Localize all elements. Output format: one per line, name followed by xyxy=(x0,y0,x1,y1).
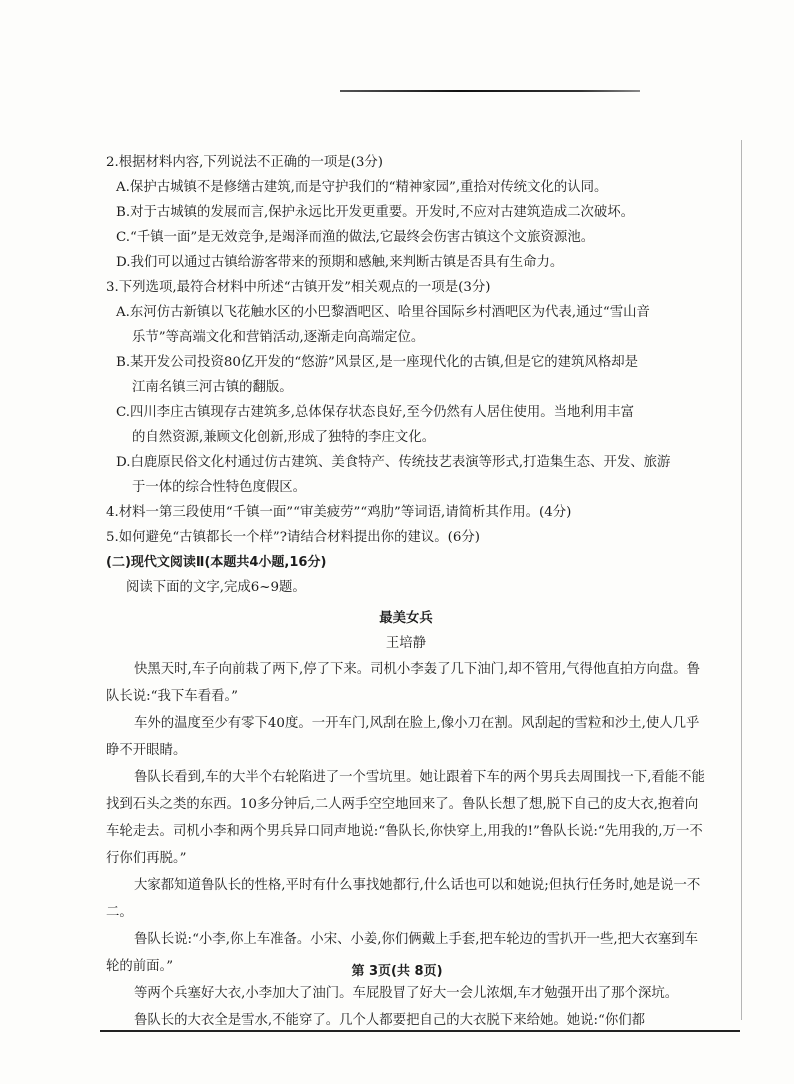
q3-option-d-cont: 于一体的综合性特色度假区。 xyxy=(132,480,307,495)
question-4: 4.材料一第三段使用“千镇一面”“审美疲劳”“鸡肋”等词语,请简析其作用。(4分) xyxy=(106,505,572,520)
q3-option-a: A.东河仿古新镇以飞花触水区的小巴黎酒吧区、哈里谷国际乡村酒吧区为代表,通过“雪山音 xyxy=(116,305,650,320)
q3-option-c-cont: 的自然资源,兼顾文化创新,形成了独特的李庄文化。 xyxy=(132,430,436,445)
section-heading: (二)现代文阅读Ⅱ(本题共4小题,16分) xyxy=(106,555,327,570)
story-author: 王培静 xyxy=(385,636,427,651)
question-5: 5.如何避免“古镇都长一个样”?请结合材料提出你的建议。(6分) xyxy=(106,530,480,545)
q3-option-b: B.某开发公司投资80亿开发的“悠游”风景区,是一座现代化的古镇,但是它的建筑风格却是 xyxy=(116,355,639,370)
question-3-stem: 3.下列选项,最符合材料中所述“古镇开发”相关观点的一项是(3分) xyxy=(106,280,491,295)
story-paragraph: 车外的温度至少有零下40度。一开车门,风刮在脸上,像小刀在割。风刮起的雪粒和沙土,使人几乎睁不开眼睛。 xyxy=(106,716,700,758)
question-2-stem: 2.根据材料内容,下列说法不正确的一项是(3分) xyxy=(106,155,384,170)
reading-instruction: 阅读下面的文字,完成6~9题。 xyxy=(126,580,306,595)
q2-option-b: B.对于古城镇的发展而言,保护永远比开发更重要。开发时,不应对古建筑造成二次破坏。 xyxy=(116,205,635,220)
q3-option-d: D.白鹿原民俗文化村通过仿古建筑、美食特产、传统技艺表演等形式,打造集生态、开发、旅游 xyxy=(116,455,671,470)
footer-rule xyxy=(100,1030,740,1032)
story-paragraph: 鲁队长看到,车的大半个右轮陷进了一个雪坑里。她让跟着下车的两个男兵去周围找一下,看能不能找到石头之类的东西。10多分钟后,二人两手空空地回来了。鲁队长想了想,脱下自己的皮大衣,抱着向车轮走去。司机小李和两个男兵异口同声地说:“鲁队长,你快穿上,用我的!”鲁队长说:“先用我的,万一不行你们再脱。” xyxy=(106,770,705,866)
q3-option-a-cont: 乐节”等高端文化和营销活动,逐渐走向高端定位。 xyxy=(132,330,425,345)
story-paragraph: 鲁队长的大衣全是雪水,不能穿了。几个人都要把自己的大衣脱下来给她。她说:“你们都 xyxy=(134,1013,646,1028)
story-paragraph: 鲁队长说:“小李,你上车准备。小宋、小姜,你们俩戴上手套,把车轮边的雪扒开一些,把大衣塞到车轮的前面。” xyxy=(106,932,699,974)
page-edge-line xyxy=(741,140,742,1020)
page-number: 第 3页(共 8页) xyxy=(351,964,443,979)
q2-option-d: D.我们可以通过古镇给游客带来的预期和感触,来判断古镇是否具有生命力。 xyxy=(116,255,564,270)
story-paragraph: 等两个兵塞好大衣,小李加大了油门。车屁股冒了好大一会儿浓烟,车才勉强开出了那个深坑。 xyxy=(134,986,679,1001)
q2-option-c: C.“千镇一面”是无效竞争,是竭泽而渔的做法,它最终会伤害古镇这个文旅资源池。 xyxy=(116,230,595,245)
exam-content xyxy=(106,150,706,1034)
q3-option-c: C.四川李庄古镇现存古建筑多,总体保存状态良好,至今仍然有人居住使用。当地利用丰富 xyxy=(116,405,634,420)
story-paragraph: 快黑天时,车子向前栽了两下,停了下来。司机小李轰了几下油门,却不管用,气得他直拍方向盘。鲁队长说:“我下车看看。” xyxy=(106,662,701,704)
story-title: 最美女兵 xyxy=(379,611,433,626)
q3-option-b-cont: 江南名镇三河古镇的翻版。 xyxy=(132,380,293,395)
story-paragraph: 大家都知道鲁队长的性格,平时有什么事找她都行,什么话也可以和她说;但执行任务时,她是说一不二。 xyxy=(106,878,701,920)
q2-option-a: A.保护古城镇不是修缮古建筑,而是守护我们的“精神家园”,重拾对传统文化的认同。 xyxy=(116,180,608,195)
header-rule xyxy=(340,90,640,92)
